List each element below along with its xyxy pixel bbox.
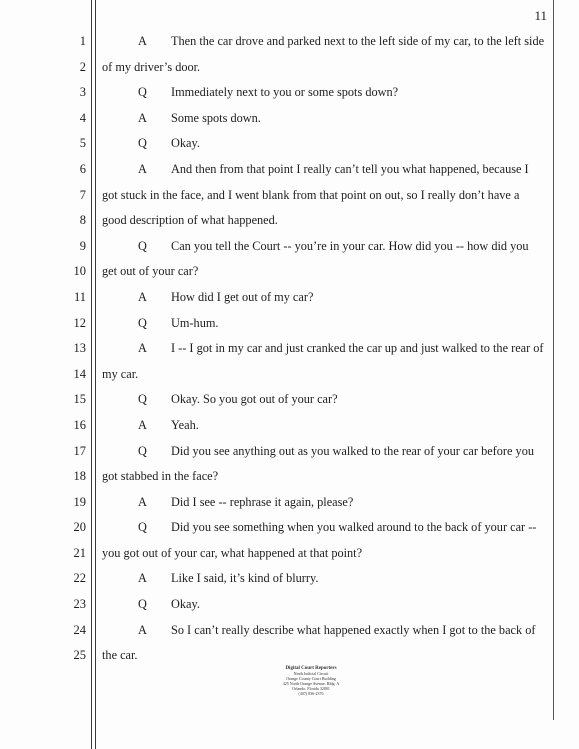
margin-rule-right — [553, 0, 554, 720]
speech-text: I -- I got in my car and just cranked the car up and just walked to the rear of — [171, 341, 544, 356]
transcript-line — [102, 81, 548, 107]
speech-text: the car. — [102, 648, 138, 663]
speech-text: Immediately next to you or some spots down? — [171, 85, 399, 100]
line-number: 12 — [73, 315, 86, 330]
line-number: 5 — [79, 136, 86, 151]
reporter-footer — [256, 666, 366, 696]
footer-company: Digital Court Reporters — [285, 666, 337, 671]
line-number: 7 — [79, 187, 86, 202]
transcript-line — [102, 286, 548, 312]
transcript-line — [102, 107, 548, 133]
transcript-line — [102, 542, 548, 568]
transcript-body — [102, 30, 548, 670]
line-number: 16 — [73, 417, 86, 432]
speaker-label: Q — [138, 597, 147, 612]
speech-text: get out of your car? — [102, 264, 199, 279]
transcript-line — [102, 414, 548, 440]
speaker-label: Q — [138, 443, 147, 458]
transcript-line — [102, 260, 548, 286]
line-number: 20 — [73, 520, 86, 535]
line-number: 21 — [73, 545, 86, 560]
footer-line: Orlando, Florida 32801 — [292, 686, 330, 691]
speech-text: Like I said, it’s kind of blurry. — [171, 571, 319, 586]
transcript-line — [102, 312, 548, 338]
speech-text: Yeah. — [171, 417, 199, 432]
line-number: 23 — [73, 597, 86, 612]
speech-text: Did you see anything out as you walked to the rear of your car before you — [171, 443, 534, 458]
footer-line: Ninth Judicial Circuit — [293, 671, 329, 676]
transcript-line — [102, 30, 548, 56]
transcript-line — [102, 158, 548, 184]
line-number: 25 — [73, 648, 86, 663]
speech-text: my car. — [102, 366, 139, 381]
transcript-line — [102, 184, 548, 210]
speech-text: got stabbed in the face? — [102, 469, 219, 484]
transcript-line — [102, 619, 548, 645]
transcript-line — [102, 567, 548, 593]
line-number: 15 — [73, 392, 86, 407]
transcript-line — [102, 337, 548, 363]
speech-text: Okay. — [171, 136, 200, 151]
transcript-line — [102, 235, 548, 261]
line-number: 22 — [73, 571, 86, 586]
speaker-label: Q — [138, 85, 147, 100]
transcript-line — [102, 465, 548, 491]
line-number: 10 — [73, 264, 86, 279]
speaker-label: A — [138, 341, 147, 356]
speech-text: And then from that point I really can’t tell you what happened, because I — [171, 161, 529, 176]
speaker-label: Q — [138, 315, 147, 330]
speaker-label: A — [138, 571, 147, 586]
speech-text: Can you tell the Court -- you’re in your car. How did you -- how did you — [171, 238, 529, 253]
footer-line: (407) 836-2376 — [298, 691, 324, 696]
speaker-label: A — [138, 417, 147, 432]
line-number: 3 — [79, 85, 86, 100]
speaker-label: A — [138, 622, 147, 637]
speaker-label: Q — [138, 392, 147, 407]
line-number: 17 — [73, 443, 86, 458]
speech-text: Um-hum. — [171, 315, 219, 330]
line-number: 11 — [73, 289, 86, 304]
speech-text: Did you see something when you walked around to the back of your car -- — [171, 520, 537, 535]
line-number: 2 — [79, 59, 86, 74]
line-number: 9 — [79, 238, 86, 253]
speech-text: Okay. — [171, 597, 200, 612]
transcript-line — [102, 593, 548, 619]
line-number: 13 — [73, 341, 86, 356]
speaker-label: Q — [138, 238, 147, 253]
line-number: 1 — [79, 34, 86, 48]
transcript-line — [102, 388, 548, 414]
speech-text: of my driver’s door. — [102, 59, 201, 74]
line-number: 24 — [73, 622, 86, 637]
margin-rule — [95, 0, 96, 749]
footer-line: 425 North Orange Avenue, Bldg. A — [282, 681, 340, 686]
transcript-line — [102, 56, 548, 82]
line-number: 19 — [73, 494, 86, 509]
transcript-line — [102, 132, 548, 158]
speech-text: Some spots down. — [171, 110, 261, 125]
speaker-label: A — [138, 34, 147, 48]
speech-text: good description of what happened. — [102, 213, 278, 228]
speaker-label: A — [138, 161, 147, 176]
transcript-line — [102, 491, 548, 517]
line-number: 4 — [79, 110, 86, 125]
speaker-label: A — [138, 289, 147, 304]
speech-text: Did I see -- rephrase it again, please? — [171, 494, 354, 509]
transcript-line — [102, 209, 548, 235]
transcript-line — [102, 516, 548, 542]
speaker-label: Q — [138, 136, 147, 151]
line-number: 18 — [73, 469, 86, 484]
line-number: 6 — [79, 161, 86, 176]
margin-rule — [91, 0, 92, 749]
speaker-label: A — [138, 494, 147, 509]
speech-text: you got out of your car, what happened at that point? — [102, 545, 363, 560]
speaker-label: A — [138, 110, 147, 125]
footer-line: Orange County Court Building — [286, 676, 336, 681]
speech-text: Then the car drove and parked next to the left side of my car, to the left side — [171, 34, 545, 48]
transcript-line — [102, 440, 548, 466]
line-number-column — [58, 30, 86, 670]
page-number: 11 — [534, 8, 547, 23]
speech-text: How did I get out of my car? — [171, 289, 314, 304]
transcript-line — [102, 363, 548, 389]
speaker-label: Q — [138, 520, 147, 535]
speech-text: Okay. So you got out of your car? — [171, 392, 338, 407]
speech-text: got stuck in the face, and I went blank from that point on out, so I really don’t have a — [102, 187, 520, 202]
line-number: 14 — [73, 366, 86, 381]
speech-text: So I can’t really describe what happened exactly when I got to the back of — [171, 622, 536, 637]
line-number: 8 — [79, 213, 86, 228]
